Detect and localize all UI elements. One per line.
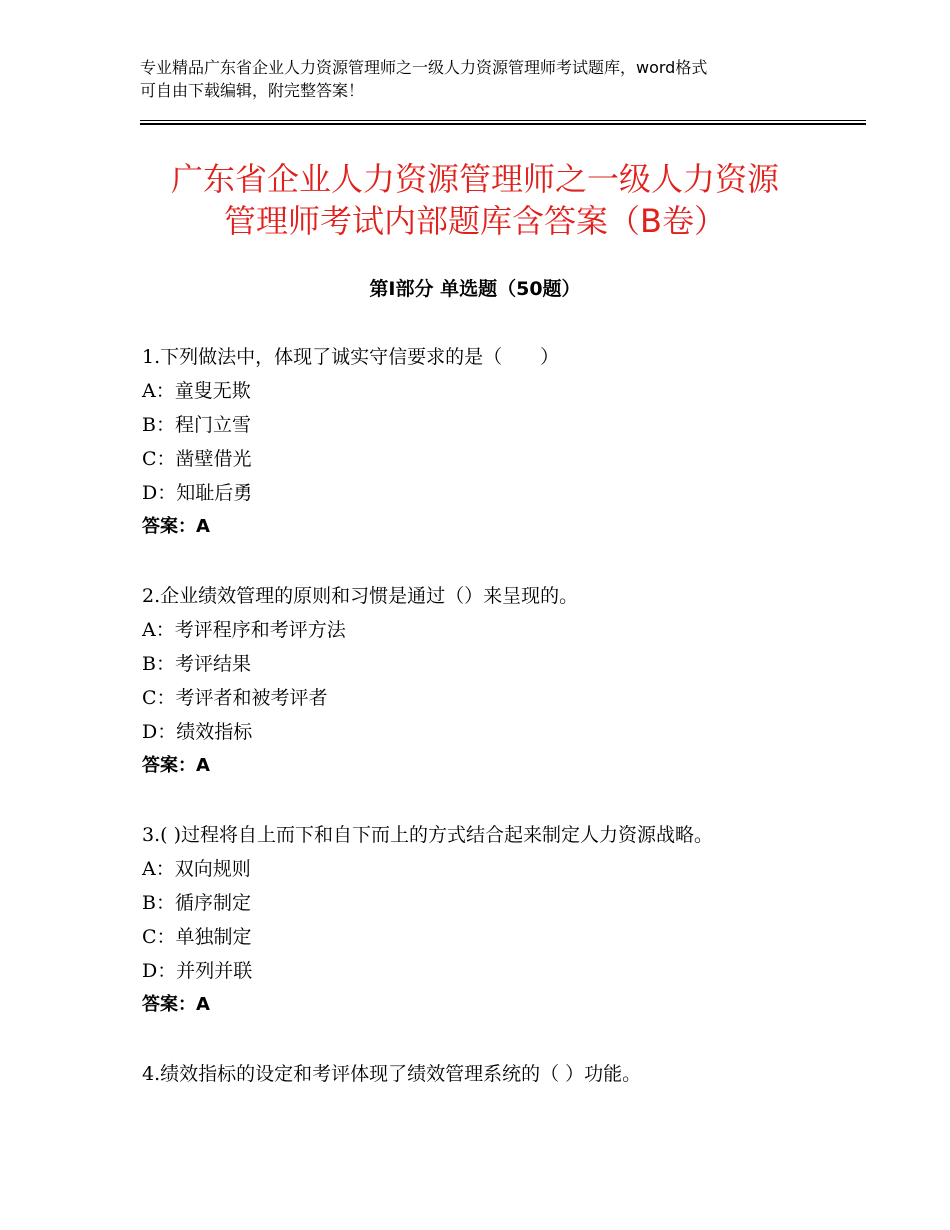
question-block (142, 340, 862, 544)
question-stem: 1.下列做法中，体现了诚实守信要求的是（ ） (142, 346, 560, 368)
option-d: D：绩效指标 (142, 721, 253, 743)
answer-label: 答案：A (142, 755, 210, 776)
question-stem: 2.企业绩效管理的原则和习惯是通过（）来呈现的。 (142, 585, 579, 607)
option-a: A：考评程序和考评方法 (142, 619, 346, 641)
option-b: B：循序制定 (142, 892, 251, 914)
option-b: B：程门立雪 (142, 414, 251, 436)
document-title (110, 158, 840, 242)
option-c: C：考评者和被考评者 (142, 687, 328, 709)
question-stem: 3.( )过程将自上而下和自下而上的方式结合起来制定人力资源战略。 (142, 824, 713, 846)
answer-label: 答案：A (142, 516, 210, 537)
section-title: 第Ⅰ部分 单选题（50题） (369, 278, 581, 300)
document-title-line2: 管理师考试内部题库含答案（B卷） (224, 202, 726, 240)
header-note-line1: 专业精品广东省企业人力资源管理师之一级人力资源管理师考试题库，word格式 (140, 58, 708, 77)
header-note-line2: 可自由下载编辑，附完整答案！ (140, 81, 365, 100)
header-note (140, 56, 820, 102)
option-c: C：单独制定 (142, 926, 252, 948)
answer-label: 答案：A (142, 994, 210, 1015)
question-block (142, 1057, 862, 1091)
question-stem: 4.绩效指标的设定和考评体现了绩效管理系统的（ ）功能。 (142, 1063, 642, 1085)
option-a: A：童叟无欺 (142, 380, 251, 402)
option-d: D：知耻后勇 (142, 482, 253, 504)
option-c: C：凿壁借光 (142, 448, 252, 470)
question-block (142, 579, 862, 783)
option-a: A：双向规则 (142, 858, 251, 880)
document-title-line1: 广东省企业人力资源管理师之一级人力资源 (170, 160, 779, 198)
option-d: D：并列并联 (142, 960, 253, 982)
option-b: B：考评结果 (142, 653, 251, 675)
header-divider-thin (140, 120, 866, 121)
header-divider-thick (140, 123, 866, 125)
question-block (142, 818, 862, 1022)
